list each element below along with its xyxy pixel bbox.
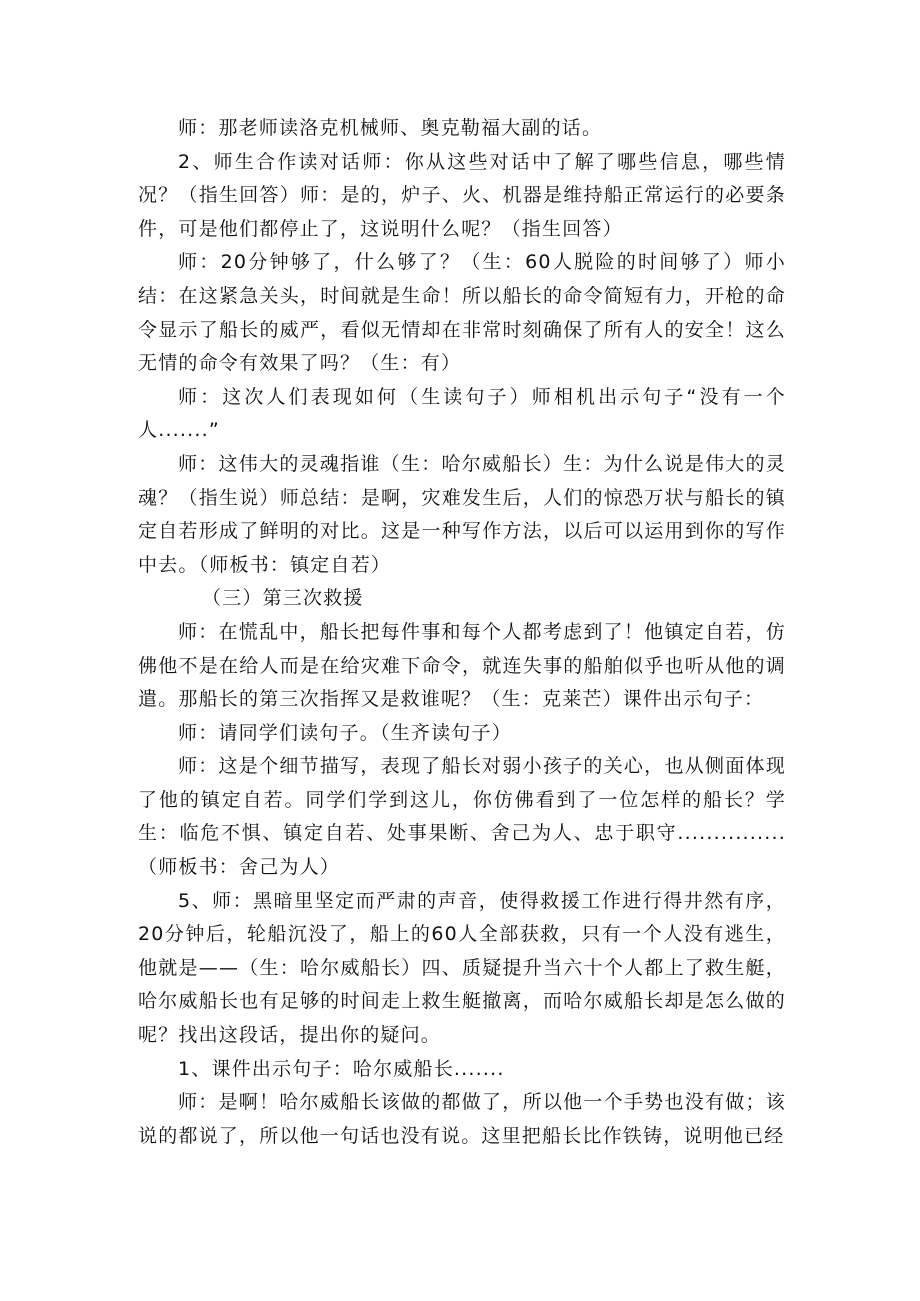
paragraph: 5、师：黑暗里坚定而严肃的声音，使得救援工作进行得井然有序，20分钟后，轮船沉没了，船上的60人全部获救，只有一个人没有逃生，他就是——（生：哈尔威船长）四、质疑提升当六十个人都上了救生艇，哈尔威船长也有足够的时间走上救生艇撤离，而哈尔威船长却是怎么做的呢？找出这段话，提出你的疑问。 [138, 889, 786, 1047]
paragraph: 师：这伟大的灵魂指谁（生：哈尔威船长）生：为什么说是伟大的灵魂？（指生说）师总结：是啊，灾难发生后，人们的惊恐万状与船长的镇定自若形成了鲜明的对比。这是一种写作方法，以后可以运用到你的写作中去。（师板书：镇定自若） [138, 452, 786, 576]
paragraph: 1、课件出示句子：哈尔威船长....... [178, 1057, 505, 1080]
paragraph: 师：20分钟够了，什么够了？（生：60人脱险的时间够了）师小结：在这紧急关头，时间就是生命！所以船长的命令简短有力，开枪的命令显示了船长的威严，看似无情却在非常时刻确保了所有人的安全！这么无情的命令有效果了吗？（生：有） [138, 251, 786, 375]
paragraph: 师：那老师读洛克机械师、奥克勒福大副的话。 [178, 117, 603, 139]
section-heading: （三）第三次救援 [202, 587, 364, 610]
paragraph: 2、师生合作读对话师：你从这些对话中了解了哪些信息，哪些情况？（指生回答）师：是的，炉子、火、机器是维持船正常运行的必要条件，可是他们都停止了，这说明什么呢？（指生回答） [138, 150, 786, 240]
paragraph: 师：这是个细节描写，表现了船长对弱小孩子的关心，也从侧面体现了他的镇定自若。同学们学到这儿，你仿佛看到了一位怎样的船长？学生：临危不惧、镇定自若、处事果断、舍己为人、忠于职守...............（师板书：舍己为人） [138, 755, 786, 879]
paragraph: 师：在慌乱中，船长把每件事和每个人都考虑到了！他镇定自若，仿佛他不是在给人而是在给灾难下命令，就连失事的船舶似乎也听从他的调遣。那船长的第三次指挥又是救谁呢？（生：克莱芒）课件出示句子： [138, 620, 786, 711]
paragraph: 师：是啊！哈尔威船长该做的都做了，所以他一个手势也没有做；该说的都说了，所以他一句话也没有说。这里把船长比作铁铸，说明他已经 [138, 1091, 786, 1147]
paragraph: 师：这次人们表现如何（生读句子）师相机出示句子“没有一个人.......” [138, 385, 786, 442]
document-body [138, 112, 786, 1153]
paragraph: 师：请同学们读句子。（生齐读句子） [178, 721, 512, 744]
